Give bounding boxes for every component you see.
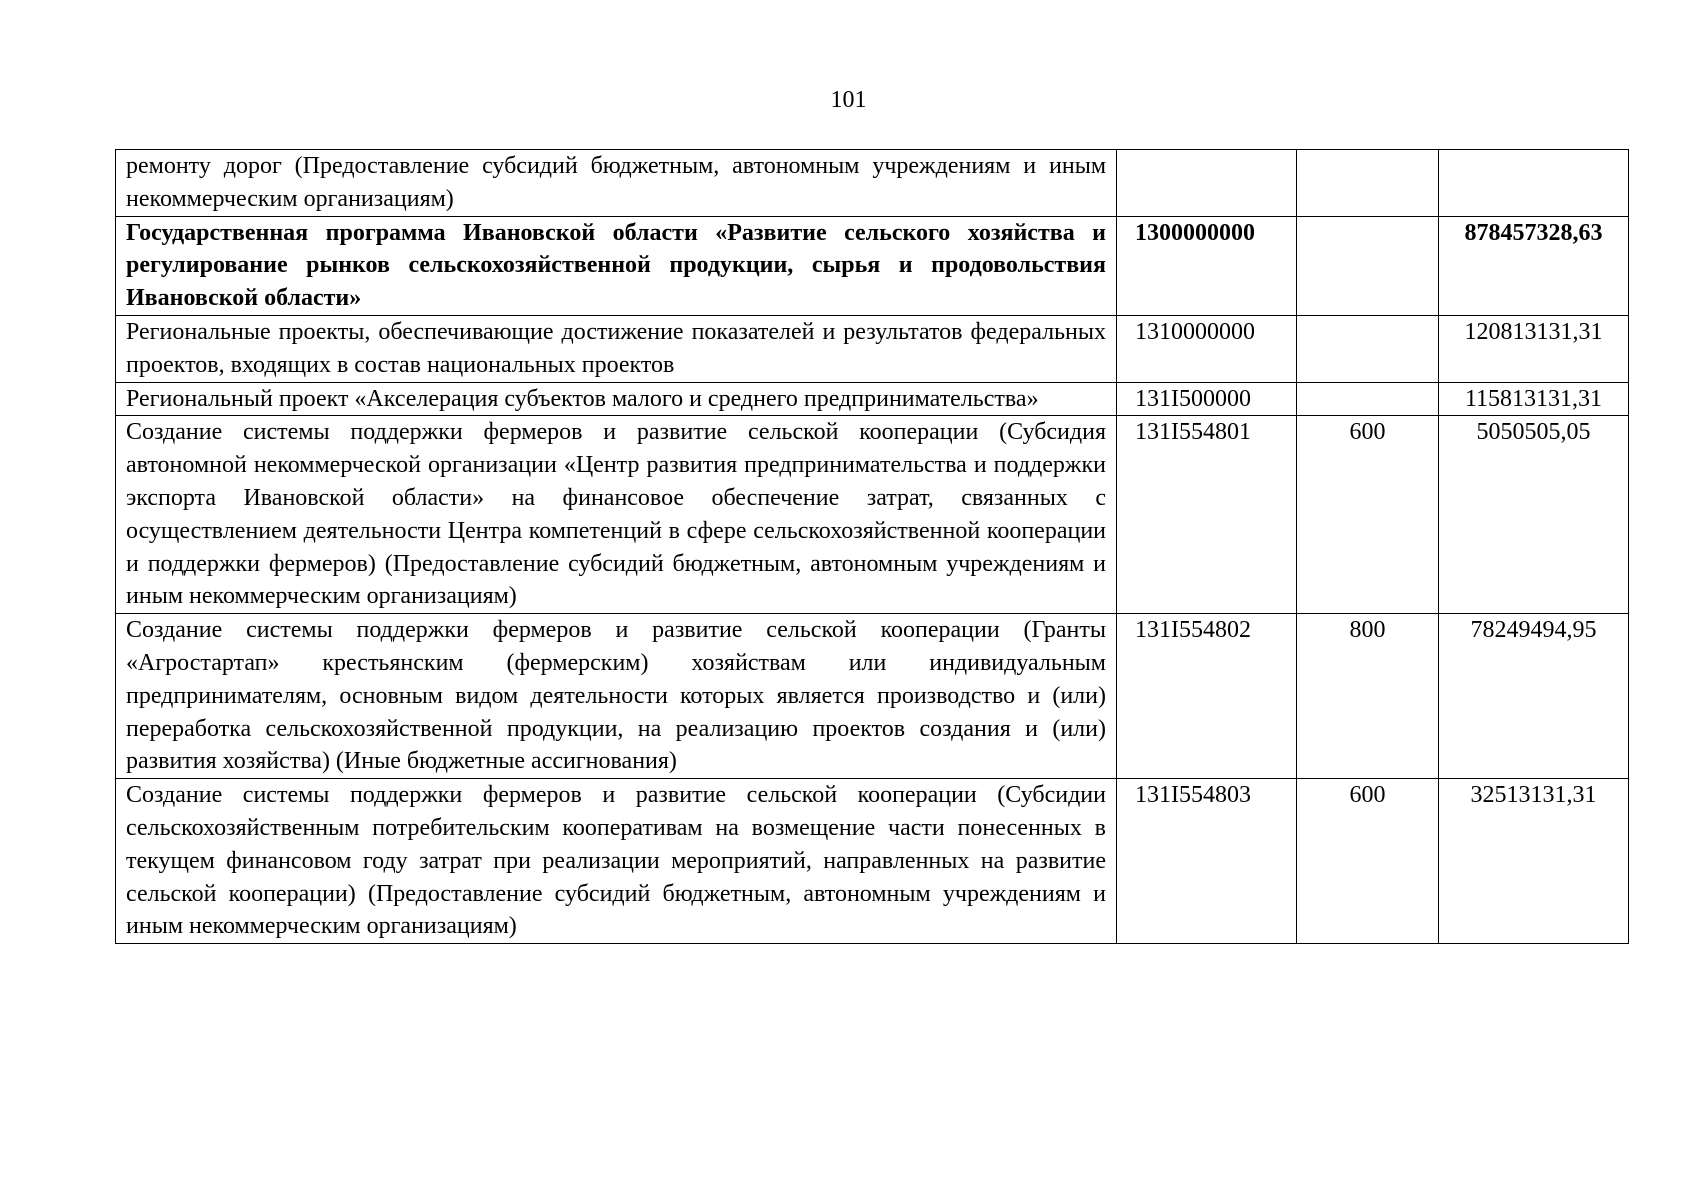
row-expense-type-cell: [1297, 315, 1439, 382]
table-row: [116, 150, 1629, 217]
row-sum-cell: 5050505,05: [1439, 416, 1629, 614]
row-name-cell: Региональные проекты, обеспечивающие достижение показателей и результатов федеральных проектов, входящих в состав национальных проектов: [116, 315, 1117, 382]
row-expense-type-cell: 600: [1297, 416, 1439, 614]
row-code-cell: 131I554802: [1117, 614, 1297, 779]
table-body: [116, 150, 1629, 944]
budget-table: [115, 149, 1629, 944]
row-expense-type-cell: 600: [1297, 779, 1439, 944]
row-code-cell: 131I554803: [1117, 779, 1297, 944]
row-expense-type-cell: [1297, 216, 1439, 315]
row-name-cell: Региональный проект «Акселерация субъектов малого и среднего предпринимательства»: [116, 382, 1117, 416]
row-name-cell: ремонту дорог (Предоставление субсидий бюджетным, автономным учреждениям и иным некоммерческим организациям): [116, 150, 1117, 217]
row-sum-cell: [1439, 150, 1629, 217]
table-row: [116, 614, 1629, 779]
table-row: [116, 315, 1629, 382]
row-code-cell: 1310000000: [1117, 315, 1297, 382]
row-sum-cell: 120813131,31: [1439, 315, 1629, 382]
table-row: [116, 216, 1629, 315]
row-code-cell: [1117, 150, 1297, 217]
page-number: 101: [830, 87, 867, 113]
row-name-cell: Государственная программа Ивановской области «Развитие сельского хозяйства и регулирование рынков сельскохозяйственной продукции, сырья и продовольствия Ивановской области»: [116, 216, 1117, 315]
row-name-cell: Создание системы поддержки фермеров и развитие сельской кооперации (Субсидия автономной некоммерческой организации «Центр развития предпринимательства и поддержки экспорта Ивановской области» на финансовое обеспечение затрат, связанных с осуществлением деятельности Центра компетенций в сфере сельскохозяйственной кооперации и поддержки фермеров) (Предоставление субсидий бюджетным, автономным учреждениям и иным некоммерческим организациям): [116, 416, 1117, 614]
row-code-cell: 1300000000: [1117, 216, 1297, 315]
table-row: [116, 382, 1629, 416]
row-expense-type-cell: [1297, 382, 1439, 416]
row-sum-cell: 115813131,31: [1439, 382, 1629, 416]
row-expense-type-cell: [1297, 150, 1439, 217]
row-expense-type-cell: 800: [1297, 614, 1439, 779]
row-sum-cell: 32513131,31: [1439, 779, 1629, 944]
row-name-cell: Создание системы поддержки фермеров и развитие сельской кооперации (Субсидии сельскохозяйственным потребительским кооперативам на возмещение части понесенных в текущем финансовом году затрат при реализации мероприятий, направленных на развитие сельской кооперации) (Предоставление субсидий бюджетным, автономным учреждениям и иным некоммерческим организациям): [116, 779, 1117, 944]
row-sum-cell: 78249494,95: [1439, 614, 1629, 779]
table-row: [116, 779, 1629, 944]
row-name-cell: Создание системы поддержки фермеров и развитие сельской кооперации (Гранты «Агростартап» крестьянским (фермерским) хозяйствам или индивидуальным предпринимателям, основным видом деятельности которых является производство и (или) переработка сельскохозяйственной продукции, на реализацию проектов создания и (или) развития хозяйства) (Иные бюджетные ассигнования): [116, 614, 1117, 779]
table-row: [116, 416, 1629, 614]
row-code-cell: 131I500000: [1117, 382, 1297, 416]
row-code-cell: 131I554801: [1117, 416, 1297, 614]
row-sum-cell: 878457328,63: [1439, 216, 1629, 315]
